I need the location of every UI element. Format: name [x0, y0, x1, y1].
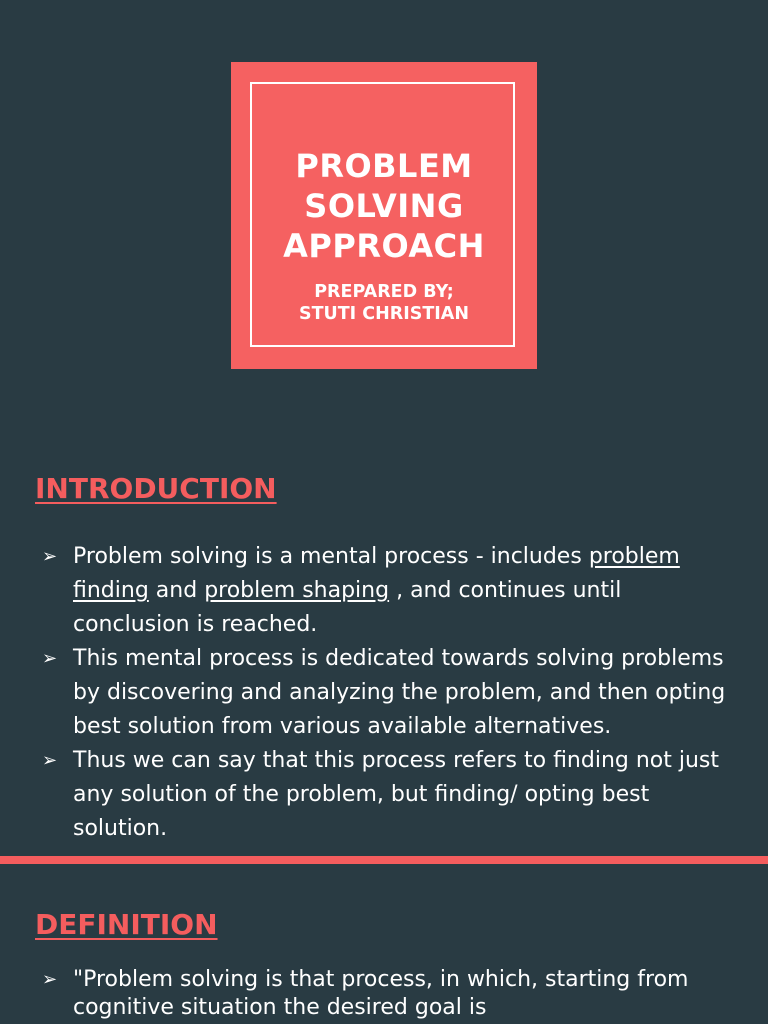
list-item: [42, 966, 742, 1022]
list-item: [42, 744, 742, 846]
bullet-text: , and continues until conclusion is reached.: [73, 578, 622, 637]
slide-divider: [0, 856, 768, 864]
bullet-text: and: [155, 578, 198, 603]
bullet-text: Thus we can say that this process refers to finding not just any solution of the problem, but finding/ opting best solution.: [73, 748, 720, 841]
problem-shaping-link[interactable]: problem shaping: [204, 578, 390, 603]
problem-finding-link[interactable]: problem finding: [73, 544, 680, 603]
list-item: [42, 642, 742, 744]
title-line: PROBLEM: [295, 147, 473, 185]
subtitle-line: STUTI CHRISTIAN: [298, 304, 469, 324]
introduction-bullet-list: [42, 540, 742, 846]
arrow-bullet-icon: ➢: [42, 969, 58, 990]
arrow-bullet-icon: ➢: [42, 546, 58, 567]
definition-bullet-list: [42, 966, 742, 1022]
presentation-title: [231, 146, 537, 266]
definition-heading: DEFINITION: [35, 908, 218, 941]
title-line: SOLVING: [304, 187, 464, 225]
bullet-text: This mental process is dedicated towards solving problems by discovering and analyzing the problem, and then opting best solution from various available alternatives.: [73, 646, 726, 739]
introduction-heading: INTRODUCTION: [35, 472, 277, 505]
title-line: APPROACH: [283, 227, 485, 265]
presentation-author: [231, 281, 537, 325]
list-item: [42, 540, 742, 642]
bullet-text: "Problem solving is that process, in which, starting from cognitive situation the desired goal is: [73, 967, 689, 1020]
subtitle-line: PREPARED BY;: [314, 282, 454, 302]
slide-definition: [0, 864, 768, 1024]
arrow-bullet-icon: ➢: [42, 750, 58, 771]
bullet-text: Problem solving is a mental process - includes: [73, 544, 582, 569]
title-card: [231, 62, 537, 369]
arrow-bullet-icon: ➢: [42, 648, 58, 669]
